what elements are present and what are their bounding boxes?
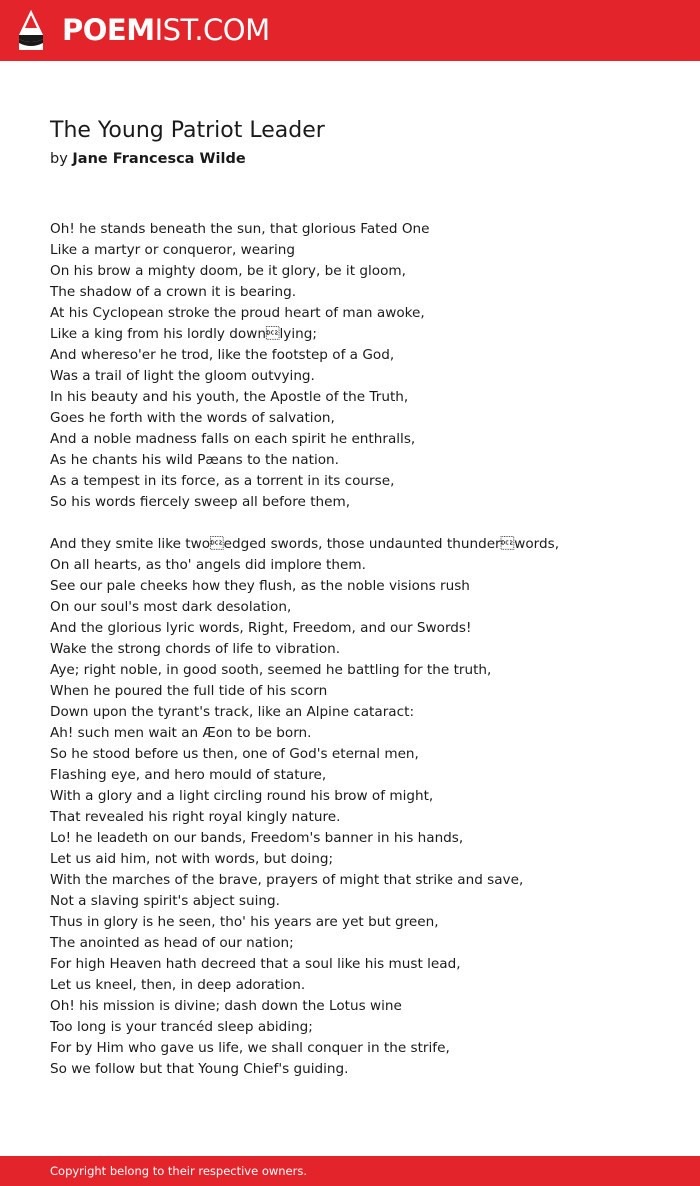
poem-line: Let us kneel, then, in deep adoration. (50, 977, 306, 993)
poem-stanza (50, 534, 670, 1080)
poem-line: Like a king from his lordly downlying; (50, 326, 317, 342)
byline-prefix: by (50, 151, 68, 167)
poem-line: In his beauty and his youth, the Apostle of the Truth, (50, 389, 409, 405)
poem-line: Aye; right noble, in good sooth, seemed he battling for the truth, (50, 662, 492, 678)
poem-line: So he stood before us then, one of God's eternal men, (50, 746, 419, 762)
author-name: Jane Francesca Wilde (72, 151, 246, 167)
poem-line: And they smite like twoedged swords, those undaunted thunderwords, (50, 536, 560, 552)
poem-line: Goes he forth with the words of salvation, (50, 410, 335, 426)
poem-line: For by Him who gave us life, we shall conquer in the strife, (50, 1040, 450, 1056)
logo-bold-text: POEM (62, 13, 155, 47)
poem-line: Ah! such men wait an Æon to be born. (50, 725, 312, 741)
poem-line: The shadow of a crown it is bearing. (50, 284, 297, 300)
poem-line: And the glorious lyric words, Right, Freedom, and our Swords! (50, 620, 472, 636)
poem-line: With the marches of the brave, prayers of might that strike and save, (50, 872, 524, 888)
poem-line: See our pale cheeks how they flush, as the noble visions rush (50, 578, 470, 594)
poem-line: As a tempest in its force, as a torrent in its course, (50, 473, 395, 489)
poem-line: As he chants his wild Pæans to the nation. (50, 452, 339, 468)
poem-stanza (50, 219, 670, 513)
poem-line: Like a martyr or conqueror, wearing (50, 242, 296, 258)
poem-line: When he poured the full tide of his scorn (50, 683, 328, 699)
poem-line: Let us aid him, not with words, but doing; (50, 851, 334, 867)
poem-line: So we follow but that Young Chief's guiding. (50, 1061, 349, 1077)
poem-line: Wake the strong chords of life to vibration. (50, 641, 341, 657)
poem-line: And a noble madness falls on each spirit he enthralls, (50, 431, 416, 447)
poem-line: Oh! his mission is divine; dash down the Lotus wine (50, 998, 402, 1014)
site-footer (0, 1156, 700, 1186)
poem-body (50, 219, 670, 1101)
poem-line: Oh! he stands beneath the sun, that glorious Fated One (50, 221, 430, 237)
poem-line: For high Heaven hath decreed that a soul like his must lead, (50, 956, 461, 972)
logo-light-text: IST.COM (154, 13, 270, 47)
poem-line: On all hearts, as tho' angels did implore them. (50, 557, 366, 573)
poem-line: The anointed as head of our nation; (50, 935, 294, 951)
poem-line: Too long is your trancéd sleep abiding; (50, 1019, 313, 1035)
poem-line: And whereso'er he trod, like the footstep of a God, (50, 347, 395, 363)
poem-line: Was a trail of light the gloom outvying. (50, 368, 315, 384)
site-logo[interactable] (62, 12, 270, 48)
poem-line: Not a slaving spirit's abject suing. (50, 893, 280, 909)
poem-line: Flashing eye, and hero mould of stature, (50, 767, 327, 783)
poem-line: At his Cyclopean stroke the proud heart of man awoke, (50, 305, 425, 321)
poem-line: On his brow a mighty doom, be it glory, be it gloom, (50, 263, 406, 279)
site-header (0, 0, 700, 61)
poem-title: The Young Patriot Leader (50, 118, 325, 143)
poem-line: On our soul's most dark desolation, (50, 599, 292, 615)
poem-line: Down upon the tyrant's track, like an Alpine cataract: (50, 704, 415, 720)
poem-line: Lo! he leadeth on our bands, Freedom's banner in his hands, (50, 830, 464, 846)
poem-line: So his words fiercely sweep all before them, (50, 494, 351, 510)
pencil-icon[interactable] (16, 9, 46, 53)
poem-line: Thus in glory is he seen, tho' his years are yet but green, (50, 914, 439, 930)
poem-line: With a glory and a light circling round his brow of might, (50, 788, 434, 804)
copyright-text: Copyright belong to their respective owners. (50, 1164, 308, 1178)
poem-line: That revealed his right royal kingly nature. (50, 809, 341, 825)
byline (50, 149, 246, 169)
